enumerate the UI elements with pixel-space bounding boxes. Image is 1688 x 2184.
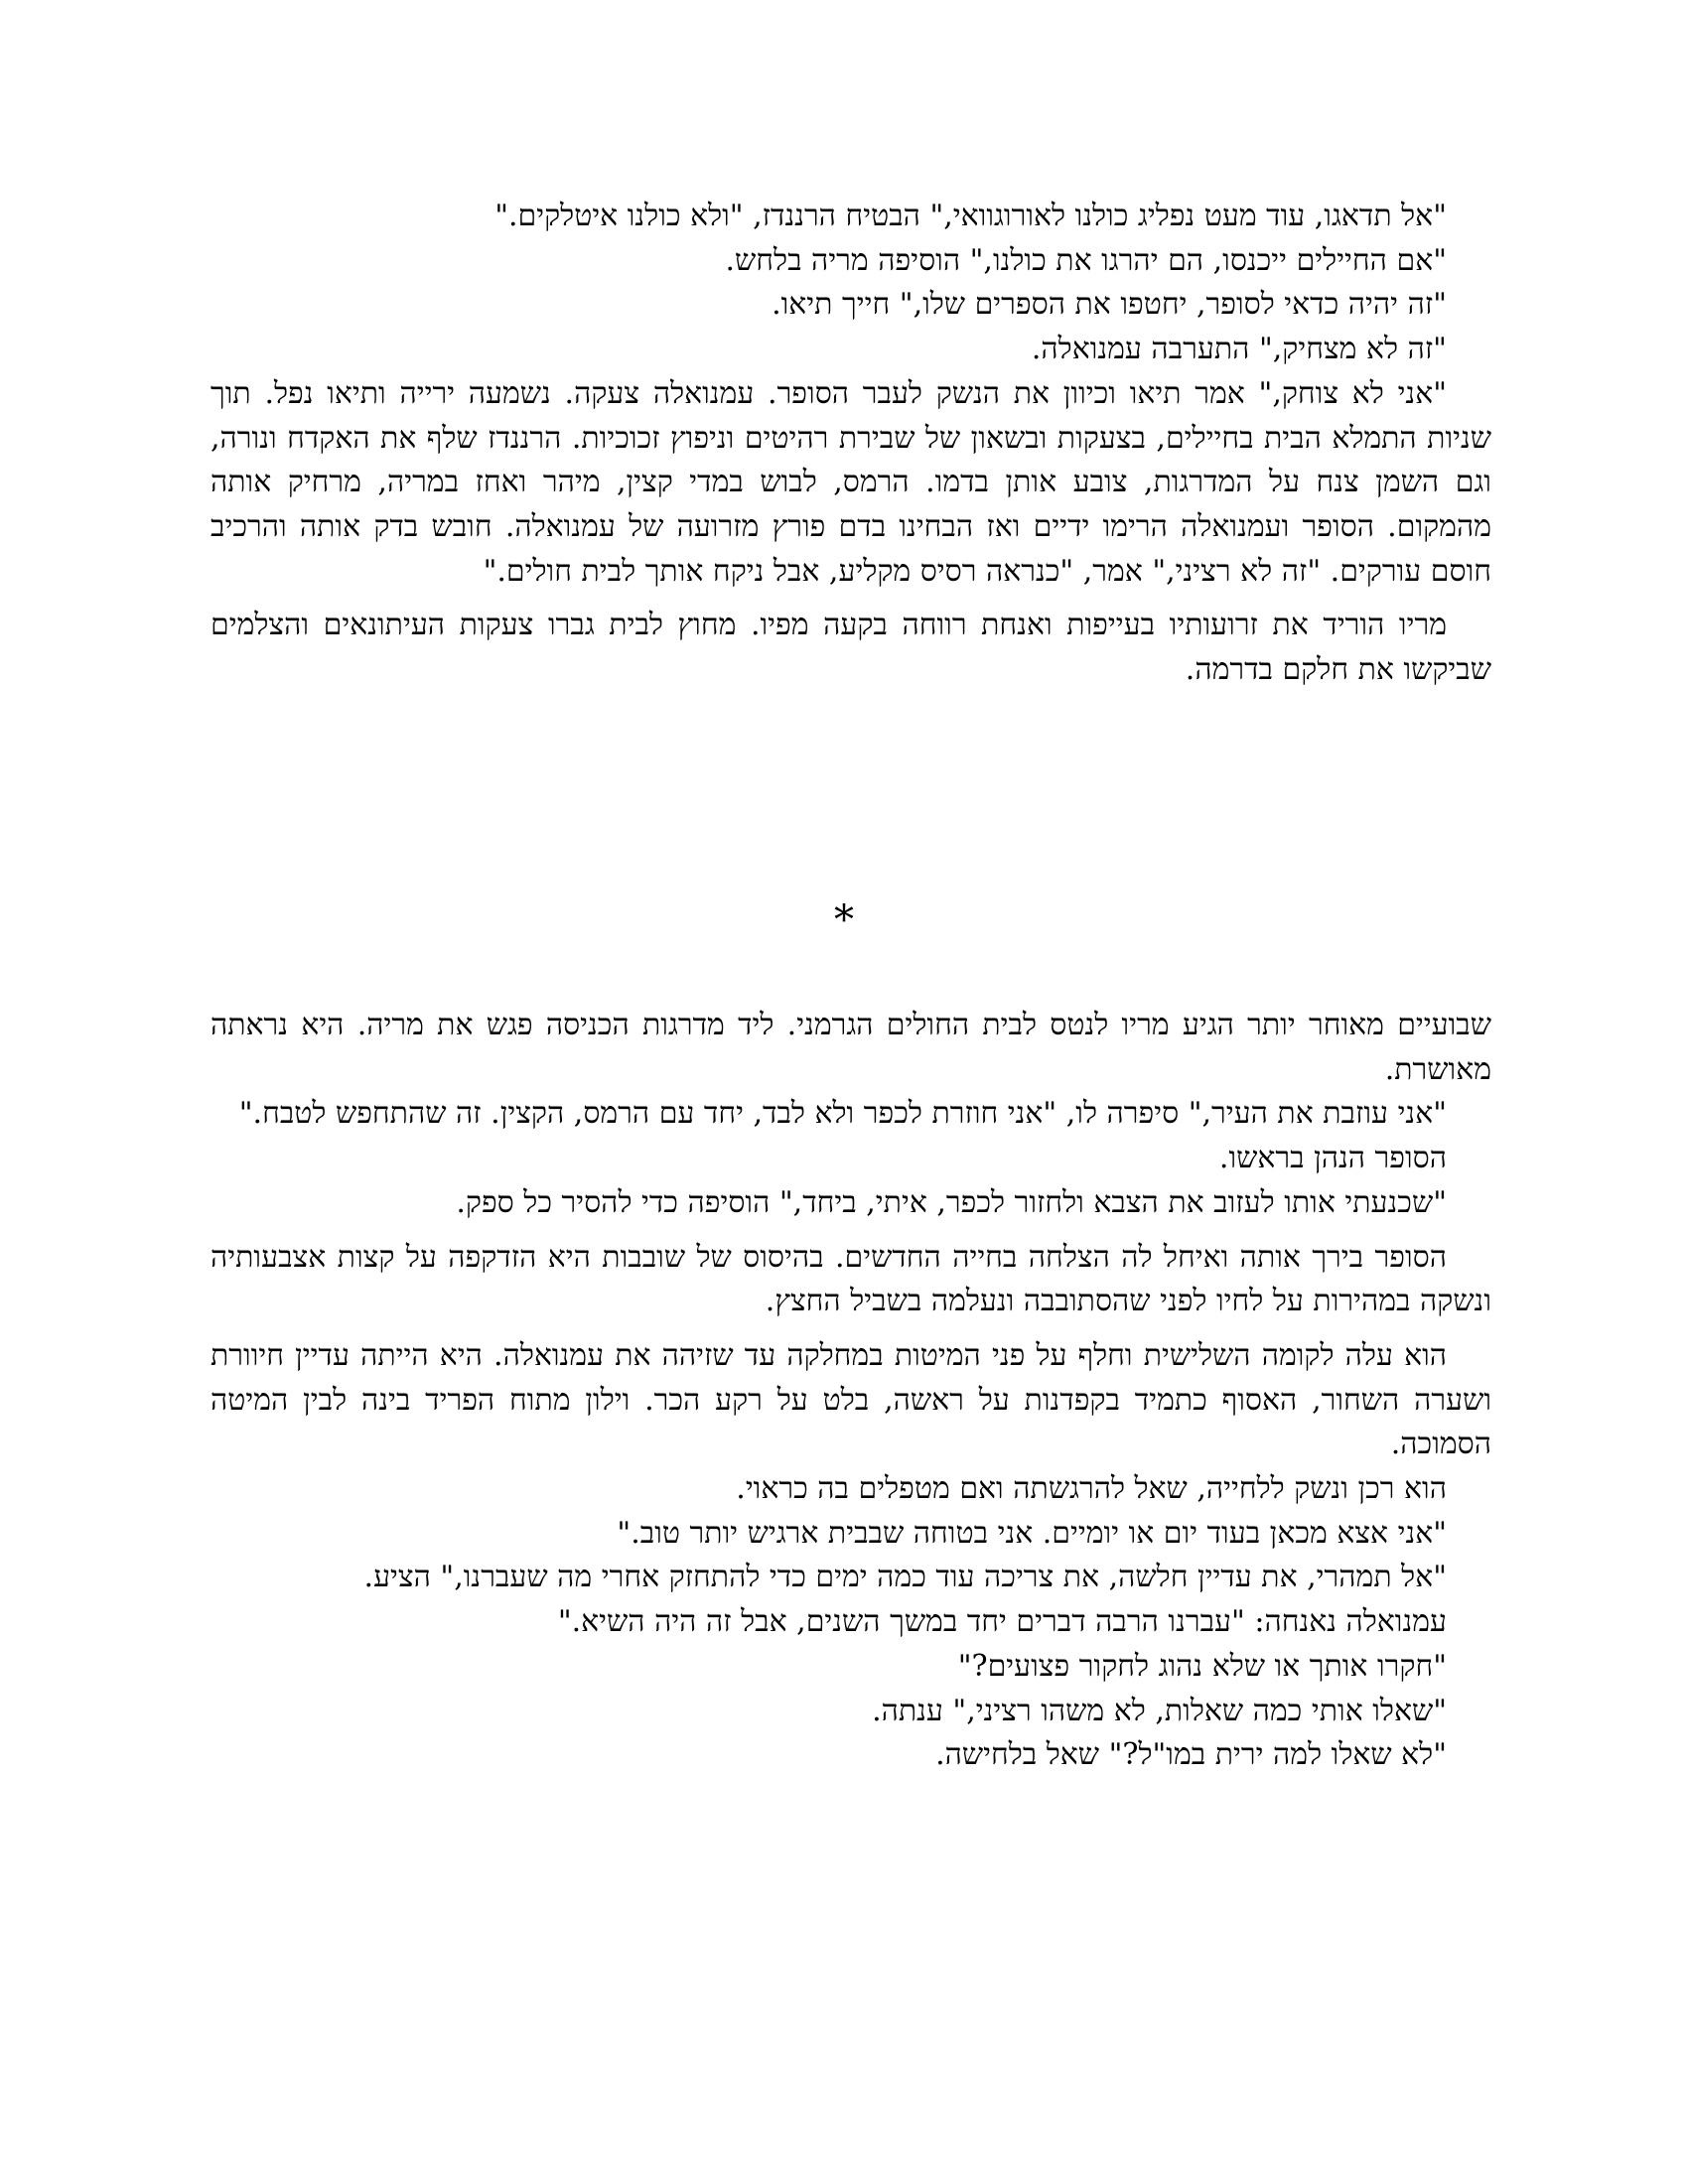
- text-section-2: [211, 1004, 1491, 1778]
- paragraph: הסופר הנהן בראשו.: [1218, 1141, 1447, 1176]
- paragraph: הסופר בירך אותה ואיחל לה הצלחה בחייה החדשים. בהיסוס של שובבות היא הזדקפה על קצות אצבעותיה ונשקה במהירות על לחיו לפני שהסתובבה ונעלמה בשביל החצץ.: [211, 1239, 1491, 1319]
- paragraph: "אם החיילים ייכנסו, הם יהרגו את כולנו," הוסיפה מריה בלחש.: [725, 242, 1447, 278]
- paragraph: "חקרו אותך או שלא נהוג לחקור פצועים?": [957, 1648, 1447, 1684]
- paragraph: מריו הוריד את זרועותיו בעייפות ואנחת רווחה בקעה מפיו. מחוץ לבית גברו צעקות העיתונאים והצלמים שביקשו את חלקם בדרמה.: [211, 608, 1491, 688]
- paragraph: שבועיים מאוחר יותר הגיע מריו לנטס לבית החולים הגרמני. ליד מדרגות הכניסה פגש את מריה. היא נראתה מאושרת.: [211, 1008, 1491, 1087]
- paragraph: "אל תמהרי, את עדיין חלשה, את צריכה עוד כמה ימים כדי להתחזק אחרי מה שעברנו," הציע.: [363, 1560, 1447, 1595]
- paragraph: "אני אצא מכאן בעוד יום או יומיים. אני בטוחה שבבית ארגיש יותר טוב.": [617, 1515, 1447, 1551]
- paragraph: עמנואלה נאנחה: "עברנו הרבה דברים יחד במשך השנים, אבל זה היה השיא.": [557, 1604, 1447, 1640]
- paragraph: הוא רכן ונשק ללחייה, שאל להרגשתה ואם מטפלים בה כראוי.: [736, 1471, 1447, 1507]
- text-section-1: [211, 195, 1491, 693]
- paragraph: "לא שאלו למה ירית במו"ל?" שאל בלחישה.: [935, 1737, 1447, 1773]
- paragraph: "שאלו אותי כמה שאלות, לא משהו רציני," ענתה.: [872, 1693, 1447, 1728]
- paragraph: "אני עוזבת את העיר," סיפרה לו, "אני חוזרת לכפר ולא לבד, יחד עם הרמס, הקצין. זה שהתחפש לטבח.": [238, 1096, 1447, 1132]
- paragraph: "אל תדאגו, עוד מעט נפליג כולנו לאורוגוואי," הבטיח הרננדז, "ולא כולנו איטלקים.": [494, 199, 1447, 233]
- paragraph: "זה לא מצחיק," התערבה עמנואלה.: [1031, 332, 1447, 367]
- paragraph: הוא עלה לקומה השלישית וחלף על פני המיטות במחלקה עד שזיהה את עמנואלה. היא הייתה עדיין חיוורת ושערה השחור, האסוף כתמיד בקפדנות על ראשה, בלט על רקע הכר. וילון מתוח הפריד בינה לבין המיטה הסמוכה.: [211, 1337, 1491, 1462]
- paragraph: "אני לא צוחק," אמר תיאו וכיוון את הנשק לעבר הסופר. עמנואלה צעקה. נשמעה ירייה ותיאו נפל. תוך שניות התמלא הבית בחיילים, בצעקות ובשאון של שבירת רהיטים וניפוץ זכוכיות. הרננדז שלף את האקדח ונורה, וגם השמן צנח על המדרגות, צובע אותן בדמו. הרמס, לבוש במדי קצין, מיהר ואחז במריה, מרחיק אותה מהמקום. הסופר ועמנואלה הרימו ידיים ואז הבחינו בדם פורץ מזרועה של עמנואלה. חובש בדק אותה והרכיב חוסם עורקים. "זה לא רציני," אמר, "כנראה רסיס מקליע, אבל ניקח אותך לבית חולים.": [211, 375, 1491, 589]
- paragraph: "שכנעתי אותו לעזוב את הצבא ולחזור לכפר, איתי, ביחד," הוסיפה כדי להסיר כל ספק.: [456, 1184, 1447, 1220]
- section-separator: *: [834, 897, 854, 943]
- paragraph: "זה יהיה כדאי לסופר, יחטפו את הספרים שלו," חייך תיאו.: [772, 287, 1447, 323]
